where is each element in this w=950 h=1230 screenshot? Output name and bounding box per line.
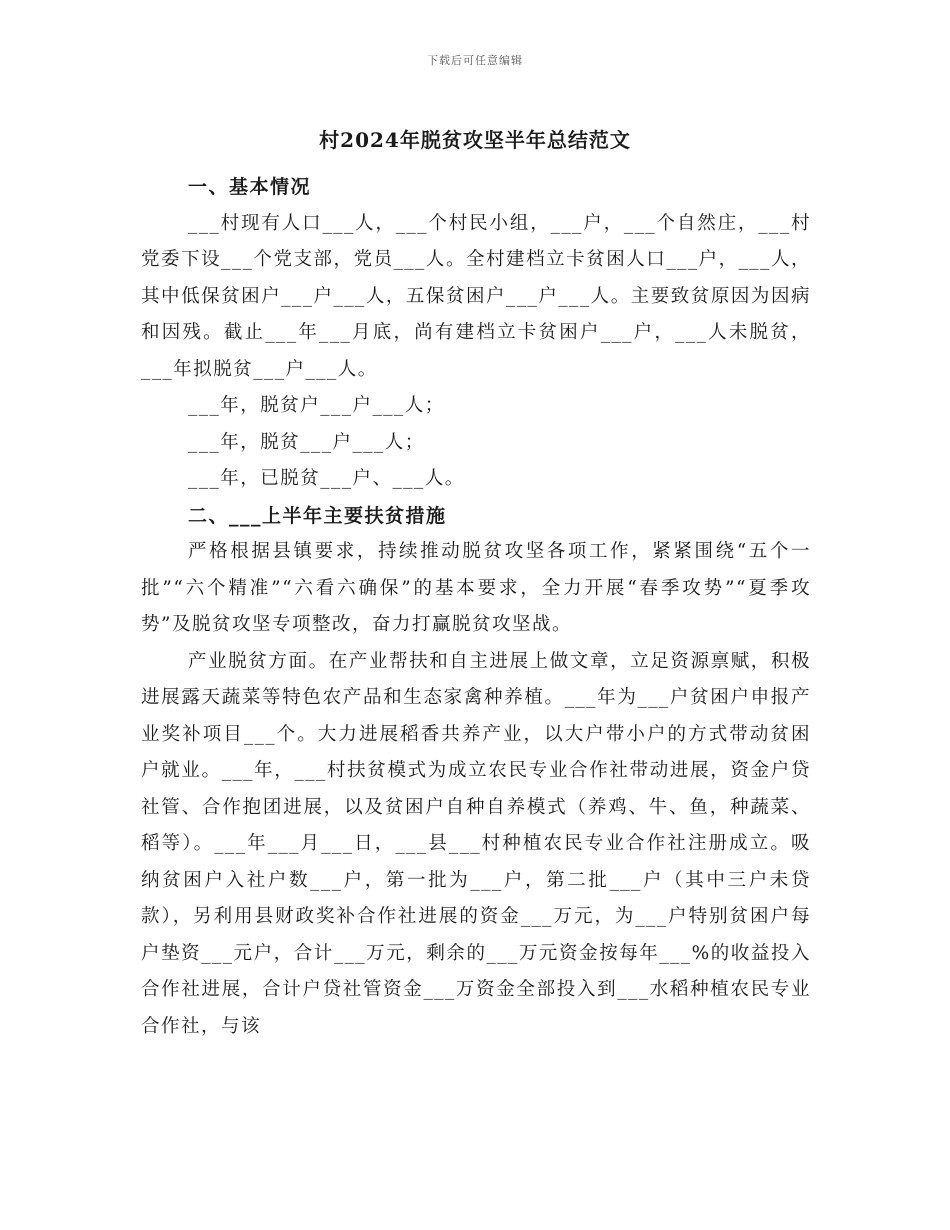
document-title: 村2024年脱贫攻坚半年总结范文 (319, 128, 631, 152)
industry-poverty-paragraph: 产业脱贫方面。在产业帮扶和自主进展上做文章，立足资源禀赋，积极进展露天蔬菜等特色农产品和生态家禽种养植。___年为___户贫困户申报产业奖补项目___个。大力进展稻香共养产业，以大户带小户的方式带动贫困户就业。___年，___村扶贫模式为成立农民专业合作社带动进展，资金户贷社管、合作抱团进展，以及贫困户自种自养模式（养鸡、牛、鱼，种蔬菜、稻等）。___年___月___日，___县___村种植农民专业合作社注册成立。吸纳贫困户入社户数___户，第一批为___户，第二批___户（其中三户未贷款），另利用县财政奖补合作社进展的资金___万元，为___户特别贫困户每户垫资___元户，合计___万元，剩余的___万元资金按每年___%的收益投入合作社进展，合计户贷社管资金___万资金全部投入到___水稻种植农民专业合作社，与该 (141, 650, 811, 1037)
header-note: 下载后可任意编辑 (427, 54, 523, 67)
poverty-exit-line: ___年，脱贫户___户___人； (188, 395, 445, 416)
section-heading-main-measures: 二、___上半年主要扶贫措施 (188, 504, 447, 527)
poverty-exit-line: ___年，已脱贫___户、___人。 (188, 468, 465, 489)
poverty-exit-line: ___年，脱贫___户___人； (188, 431, 425, 453)
section-heading-basic-situation: 一、基本情况 (188, 176, 312, 198)
basic-situation-paragraph: ___村现有人口___人，___个村民小组，___户，___个自然庄，___村党委下设___个党支部，党员___人。全村建档立卡贫困人口___户，___人，其中低保贫困户___户___人，五保贫困户___户___人。主要致贫原因为因病和因残。截止___年___月底，尚有建档立卡贫困户___户，___人未脱贫，___年拟脱贫___户___人。 (141, 212, 811, 380)
document-body (141, 169, 811, 1045)
main-measures-paragraph: 严格根据县镇要求，持续推动脱贫攻坚各项工作，紧紧围绕“五个一批”“六个精准”“六看六确保”的基本要求，全力开展“春季攻势”“夏季攻势”及脱贫攻坚专项整改，奋力打赢脱贫攻坚战。 (141, 541, 811, 635)
